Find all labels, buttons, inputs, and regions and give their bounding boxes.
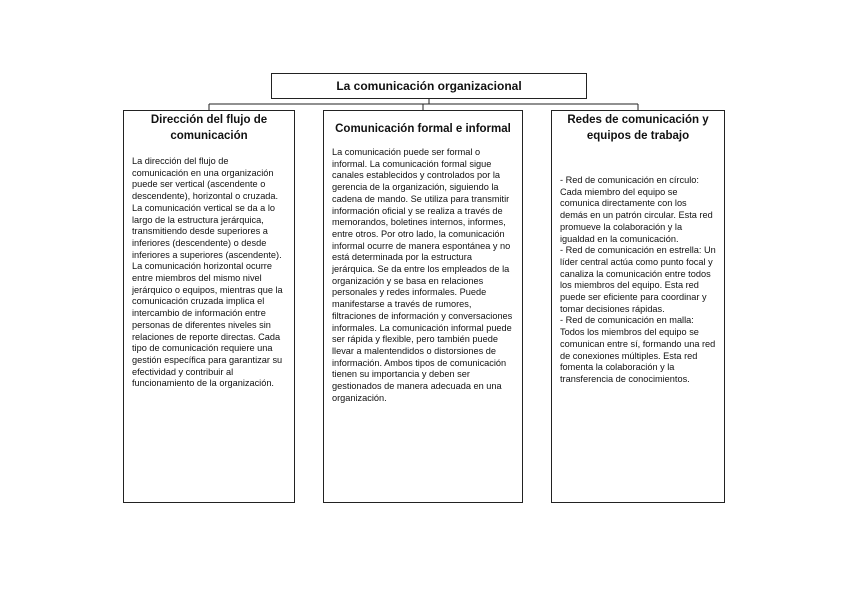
- column-formal-informal: [323, 110, 523, 503]
- root-title: La comunicación organizacional: [336, 79, 522, 93]
- column-formal-informal-title: Comunicación formal e informal: [335, 123, 511, 135]
- column-flow-direction-title: Dirección del flujo de comunicación: [150, 114, 268, 142]
- column-networks-teams-body: [560, 175, 716, 386]
- network-types-list: [560, 175, 716, 386]
- list-item: - Red de comunicación en círculo: Cada miembro del equipo se comunica directamente con los demás en un patrón circular. Esta red promueve la colaboración y la igualdad en la comunicación.: [560, 175, 713, 244]
- column-networks-teams-title: Redes de comunicación y equipos de trabajo: [567, 114, 709, 142]
- list-item: - Red de comunicación en estrella: Un líder central actúa como punto focal y canaliza la comunicación entre todos los miembros del equipo. Esta red puede ser eficiente para coordinar y tomar decisiones rápidas.: [560, 245, 716, 314]
- column-flow-direction-body: La dirección del flujo de comunicación en una organización puede ser vertical (ascendente o descendente), horizontal o cruzada. La comunicación vertical se da a lo largo de la estructura jerárquica, transmitiendo desde superiores a inferiores (descendente) o desde inferiores a superiores (ascendente). La comunicación horizontal ocurre entre miembros del mismo nivel jerárquico o equipos, mientras que la comunicación cruzada implica el intercambio de información entre personas de diferentes niveles sin relaciones de reporte directas. Cada tipo de comunicación requiere una gestión específica para garantizar su efectividad y contribuir al funcionamiento de la organización.: [132, 156, 283, 389]
- column-networks-teams: [551, 110, 725, 503]
- list-item: - Red de comunicación en malla: Todos los miembros del equipo se comunican entre sí, formando una red de conexiones múltiples. Esta red fomenta la colaboración y la transferencia de conocimientos.: [560, 315, 716, 384]
- column-formal-informal-body: La comunicación puede ser formal o informal. La comunicación formal sigue canales establecidos y controlados por la gerencia de la organización, siguiendo la cadena de mando. Se utiliza para transmitir información oficial y se realiza a través de memorandos, boletines internos, informes, entre otros. Por otro lado, la comunicación informal ocurre de manera espontánea y no está determinada por la estructura jerárquica. Se da entre los empleados de la organización y se basa en relaciones personales y redes informales. Puede manifestarse a través de rumores, filtraciones de información y conversaciones informales. La comunicación informal puede ser rápida y flexible, pero también puede llevar a malentendidos o distorsiones de información. Ambos tipos de comunicación tienen su importancia y deben ser gestionados de manera adecuada en una organización.: [332, 147, 513, 403]
- root-node: [271, 73, 587, 99]
- column-flow-direction: [123, 110, 295, 503]
